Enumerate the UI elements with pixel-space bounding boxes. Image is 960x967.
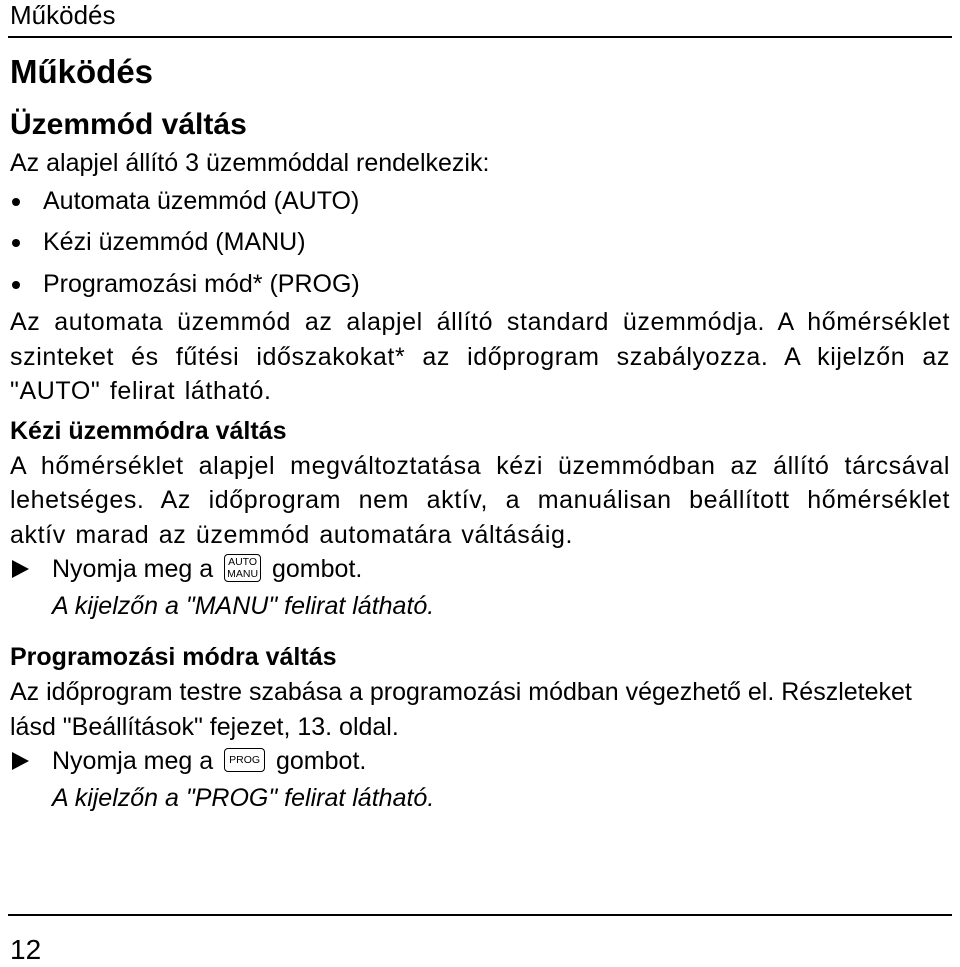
key-label-bottom: MANU xyxy=(227,568,259,581)
step-suffix-text: gombot. xyxy=(272,555,363,583)
auto-manu-key-icon xyxy=(224,554,261,582)
bullet-icon xyxy=(12,239,20,247)
manual-paragraph: A hőmérséklet alapjel megváltoztatása kézi üzemmódban az állító tárcsával lehetséges. Az időprogram nem aktív, a manuálisan beállított hőmérséklet aktív marad az üzemmód automatára váltásáig. xyxy=(10,451,950,549)
section-heading-mode-switch: Üzemmód váltás xyxy=(10,108,247,141)
bullet-icon xyxy=(12,198,20,206)
page-number: 12 xyxy=(10,934,42,965)
running-header: Működés xyxy=(10,0,116,30)
manual-step xyxy=(10,552,950,587)
list-item-label: Automata üzemmód (AUTO) xyxy=(43,186,360,215)
key-label: PROG xyxy=(229,754,261,767)
prog-key-icon xyxy=(224,748,265,772)
manual-step-result: A kijelzőn a "MANU" felirat látható. xyxy=(52,592,435,620)
list-item-label: Programozási mód* (PROG) xyxy=(43,269,360,298)
prog-paragraph: Az időprogram testre szabása a programozási módban végezhető el. Részleteket lásd "Beállítások" fejezet, 13. oldal. xyxy=(10,678,912,741)
prog-step xyxy=(10,744,950,779)
key-label-top: AUTO xyxy=(228,556,258,569)
page-title: Működés xyxy=(10,53,154,90)
list-item xyxy=(10,222,950,264)
step-prefix-text: Nyomja meg a xyxy=(52,747,214,775)
step-suffix-text: gombot. xyxy=(276,747,367,775)
bullet-icon xyxy=(12,281,20,289)
step-arrow-icon xyxy=(12,560,29,578)
step-arrow-icon xyxy=(12,752,29,770)
mode-paragraph: Az automata üzemmód az alapjel állító standard üzemmódja. A hőmérséklet szinteket és fűtési időszakokat* az időprogram szabályozza. A kijelzőn az "AUTO" felirat látható. xyxy=(10,308,950,405)
step-prefix-text: Nyomja meg a xyxy=(52,555,214,583)
page-content xyxy=(10,50,950,817)
section-heading-manual: Kézi üzemmódra váltás xyxy=(10,416,287,445)
list-item xyxy=(10,181,950,223)
prog-step-result: A kijelzőn a "PROG" felirat látható. xyxy=(52,784,435,812)
mode-intro-text: Az alapjel állító 3 üzemmóddal rendelkezik: xyxy=(10,149,490,177)
list-item-label: Kézi üzemmód (MANU) xyxy=(43,228,306,256)
header-rule xyxy=(8,36,952,38)
list-item xyxy=(10,264,950,306)
section-heading-programming: Programozási módra váltás xyxy=(10,643,337,671)
footer-rule xyxy=(8,914,952,916)
mode-list xyxy=(10,181,950,306)
